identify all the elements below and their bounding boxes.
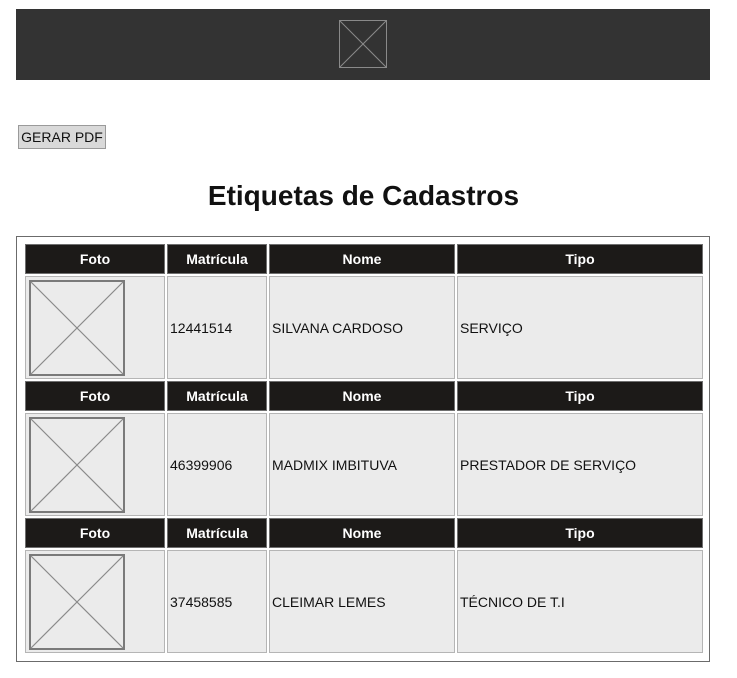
table-row xyxy=(25,276,703,379)
table-header-row xyxy=(25,518,703,548)
top-banner xyxy=(16,9,710,80)
registration-cell: 46399906 xyxy=(167,413,267,516)
generate-pdf-button[interactable]: GERAR PDF xyxy=(18,125,106,149)
broken-image-icon xyxy=(339,20,387,68)
registration-cell: 12441514 xyxy=(167,276,267,379)
column-header-type: Tipo xyxy=(457,244,703,274)
broken-image-icon xyxy=(29,280,125,376)
name-cell: MADMIX IMBITUVA xyxy=(269,413,455,516)
table-header-row xyxy=(25,381,703,411)
type-cell: PRESTADOR DE SERVIÇO xyxy=(457,413,703,516)
records-frame xyxy=(16,236,710,662)
column-header-photo: Foto xyxy=(25,381,165,411)
photo-cell xyxy=(25,550,165,653)
column-header-photo: Foto xyxy=(25,244,165,274)
broken-image-icon xyxy=(29,554,125,650)
column-header-photo: Foto xyxy=(25,518,165,548)
column-header-name: Nome xyxy=(269,381,455,411)
column-header-registration: Matrícula xyxy=(167,518,267,548)
records-table xyxy=(23,242,705,655)
type-cell: TÉCNICO DE T.I xyxy=(457,550,703,653)
registration-cell: 37458585 xyxy=(167,550,267,653)
photo-cell xyxy=(25,276,165,379)
name-cell: CLEIMAR LEMES xyxy=(269,550,455,653)
column-header-type: Tipo xyxy=(457,518,703,548)
column-header-registration: Matrícula xyxy=(167,381,267,411)
column-header-registration: Matrícula xyxy=(167,244,267,274)
name-cell: SILVANA CARDOSO xyxy=(269,276,455,379)
column-header-name: Nome xyxy=(269,244,455,274)
type-cell: SERVIÇO xyxy=(457,276,703,379)
broken-image-icon xyxy=(29,417,125,513)
page-title: Etiquetas de Cadastros xyxy=(207,180,520,211)
table-header-row xyxy=(25,244,703,274)
table-row xyxy=(25,413,703,516)
column-header-name: Nome xyxy=(269,518,455,548)
photo-cell xyxy=(25,413,165,516)
column-header-type: Tipo xyxy=(457,381,703,411)
table-row xyxy=(25,550,703,653)
